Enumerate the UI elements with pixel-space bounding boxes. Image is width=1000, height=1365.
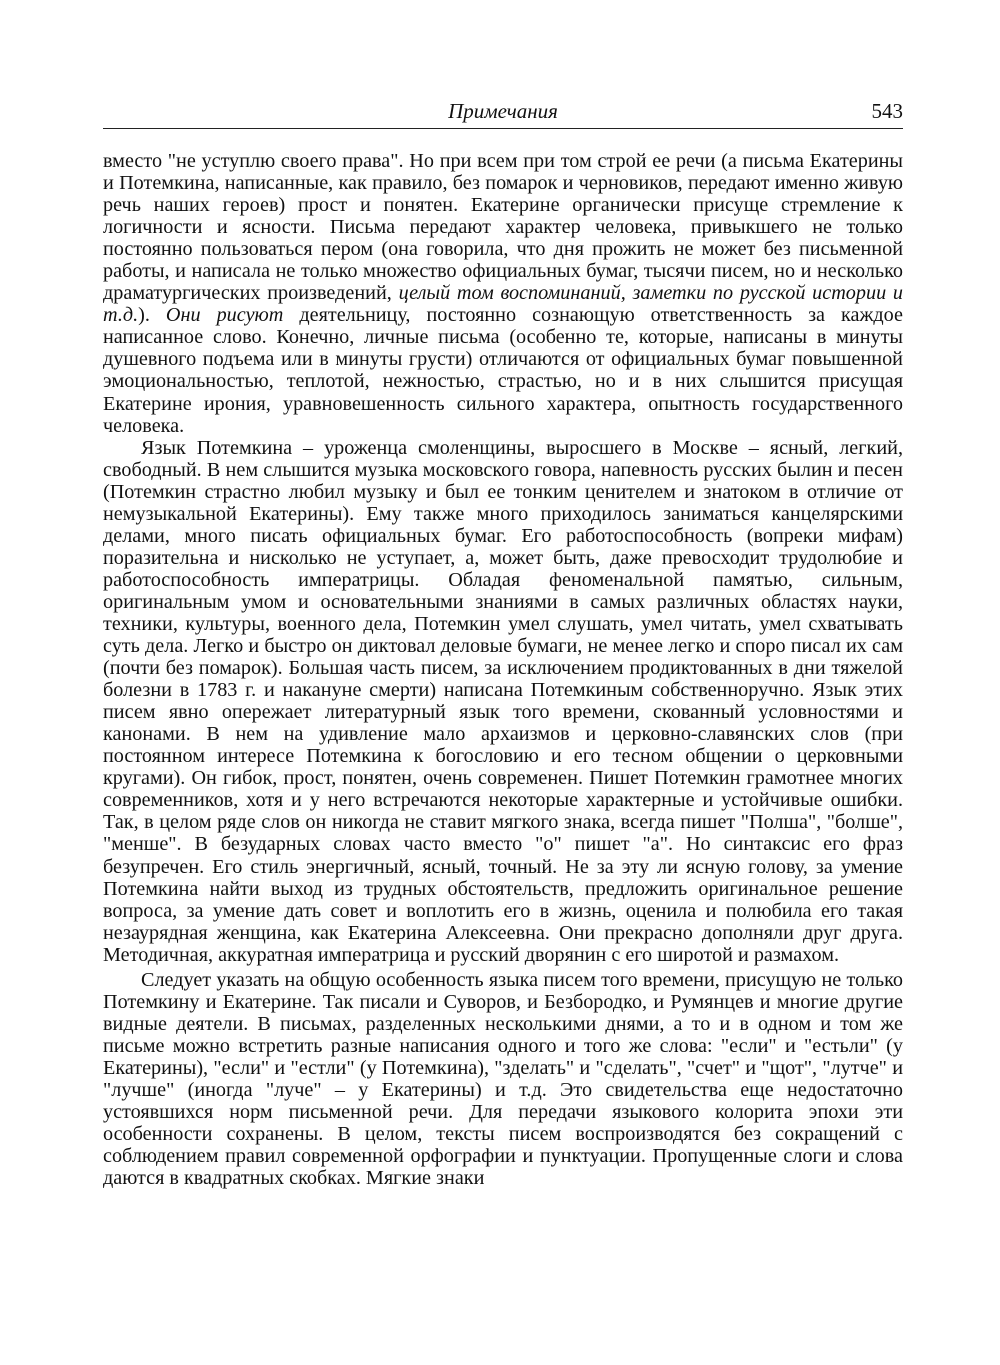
paragraph-1 [103,150,903,437]
paragraph-1-italic-phrase: Они рисуют [165,304,284,327]
paragraph-2-text: Язык Потемкина – уроженца смоленщины, выросшего в Москве – ясный, легкий, свободный. В нем слышится музыка московского говора, напевность русских былин и песен (Потемкин страстно любил музыку и был ее тонким ценителем и знатоком в отличие от немузыкальной Екатерины). Ему также много приходилось заниматься канцелярскими делами, много писать официальных бумаг. Его работоспособность (вопреки мифам) поразительна и нисколько не уступает, а, может быть, даже превосходит трудолюбие и работоспособность императрицы. Обладая феноменальной памятью, сильным, оригинальным умом и основательными знаниями в самых различных областях науки, техники, культуры, военного дела, Потемкин умел слушать, умел читать, умел схватывать суть дела. Легко и быстро он диктовал деловые бумаги, не менее легко и споро писал их сам (почти без помарок). Большая часть писем, за исключением продиктованных в дни тяжелой болезни в 1783 г. и накануне смерти) написана Потемкиным собственноручно. Язык этих писем явно опережает литературный язык того времени, скованный условностями и канонами. В нем на удивление мало архаизмов и церковно-славянских слов (при постоянном интересе Потемкина к богословию и его тесном общении о церковными кругами). Он гибок, прост, понятен, очень современен. Пишет Потемкин грамотнее многих современников, хотя и у него встречаются некоторые характерные и устойчивые ошибки. Так, в целом ряде слов он никогда не ставит мягкого знака, всегда пишет "Полша", "болше", "менше". В безударных словах часто вместо "о" пишет "а". Но синтаксис его фраз безупречен. Его стиль энергичный, ясный, точный. Не за эту ли ясную голову, за умение Потемкина найти выход из трудных обстоятельств, предложить оригинальное решение вопроса, за умение дать совет и воплотить его в жизнь, оценила и полюбила его такая незаурядная женщина, как Екатерина Алексеевна. Они прекрасно дополняли друг друга. Методичная, аккуратная императрица и русский дворянин с его широтой и размахом. [103,436,903,966]
paragraph-1-italic-phrase: целый том воспоминаний, заметки по русской истории и т.д. [103,282,903,327]
running-title: Примечания [448,99,558,123]
paragraph-3-text: Следует указать на общую особенность языка писем того времени, присущую не только Потемкину и Екатерине. Так писали и Суворов, и Безбородко, и Румянцев и многие другие видные деятели. В письмах, разделенных несколькими днями, а то и в одном и том же письме можно встретить разные написания одного и того же слова: "если" и "естьли" (у Екатерины), "если" и "естли" (у Потемкина), "зделать" и "сделать", "счет" и "щот", "лутче" и "лучше" (иногда "луче" – у Екатерины) и т.д. Это свидетельства еще недостаточно устоявшихся норм письменной речи. Для передачи языкового колорита эпохи эти особенности сохранены. В целом, тексты писем воспроизводятся без сокращений с соблюдением правил современной орфографии и пунктуации. Пропущенные слоги и слова даются в квадратных скобках. Мягкие знаки [103,968,903,1190]
paragraph-1-text: деятельницу, постоянно сознающую ответственность за каждое написанное слово. Конечно, личные письма (особенно те, которые, написаны в минуты душевного подъема или в минуты грусти) отличаются от официальных бумаг повышенной эмоциональностью, теплотой, нежностью, страстью, но и в них слышится присущая Екатерине ирония, уравновешенность сильного характера, опытность государственного человека. [103,304,903,437]
body-text [103,150,903,1189]
paragraph-2 [103,437,903,966]
page-number: 543 [871,99,903,123]
paragraph-1-text: вместо "не уступлю своего права". Но при всем при том строй ее речи (а письма Екатерины и Потемкина, написанные, как правило, без помарок и черновиков, передают именно живую речь наших героев) прост и понятен. Екатерине органически присуще стремление к логичности и ясности. Письма передают характер человека, привыкшего не только постоянно пользоваться пером (она говорила, что дня прожить не может без письменной работы, и написала не только множество официальных бумаг, тысячи писем, но и несколько драматургических произведений, [103,150,903,305]
paragraph-3 [103,969,903,1189]
page-header [103,96,903,129]
paragraph-1-text: ). [138,304,166,327]
